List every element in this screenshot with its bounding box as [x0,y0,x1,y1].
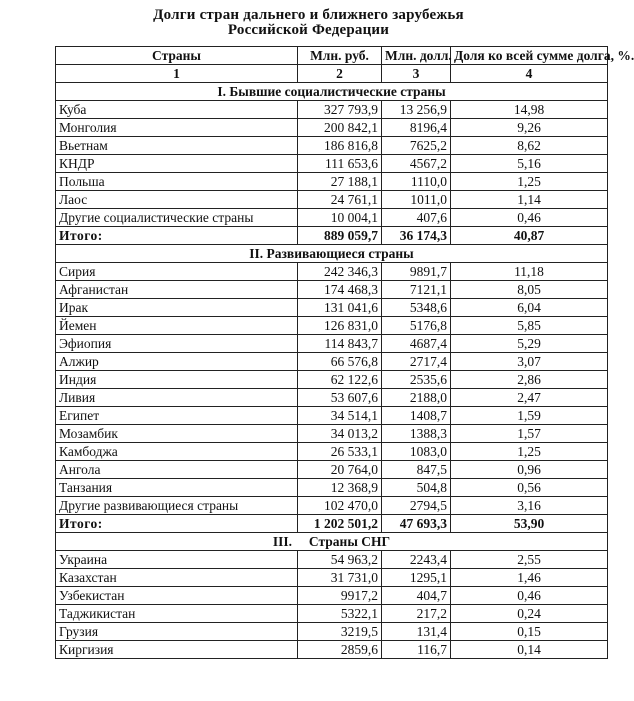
debt-mln-usd: 217,2 [382,605,451,623]
country-name: Сирия [56,263,298,281]
debt-mln-rub: 34 013,2 [298,425,382,443]
table-row [56,191,608,209]
table-row [56,425,608,443]
title-line-2: Российской Федерации [227,22,390,38]
table-row [56,101,608,119]
table-row [56,623,608,641]
header-share: Доля ко всей сумме долга, %. [451,47,608,65]
table-row [56,479,608,497]
debt-share: 3,16 [451,497,608,515]
debt-mln-rub: 102 470,0 [298,497,382,515]
total-mln-rub: 1 202 501,2 [298,515,382,533]
debt-mln-rub: 5322,1 [298,605,382,623]
total-row [56,227,608,245]
country-name: Ливия [56,389,298,407]
total-mln-rub: 889 059,7 [298,227,382,245]
debt-mln-rub: 26 533,1 [298,443,382,461]
table-row [56,155,608,173]
debt-mln-usd: 1083,0 [382,443,451,461]
country-name: Египет [56,407,298,425]
total-mln-usd: 36 174,3 [382,227,451,245]
debt-mln-rub: 126 831,0 [298,317,382,335]
country-name: Индия [56,371,298,389]
header-mln-usd: Млн. долл. [382,47,451,65]
debt-mln-rub: 20 764,0 [298,461,382,479]
country-name: Украина [56,551,298,569]
debt-mln-rub: 27 188,1 [298,173,382,191]
header-countries: Страны [56,47,298,65]
debt-mln-rub: 62 122,6 [298,371,382,389]
country-name: Алжир [56,353,298,371]
table-row [56,281,608,299]
table-row [56,641,608,659]
table-row [56,137,608,155]
debt-share: 9,26 [451,119,608,137]
country-name: Польша [56,173,298,191]
table-row [56,461,608,479]
table-row [56,389,608,407]
table-body [56,83,608,659]
total-row [56,515,608,533]
debt-share: 2,86 [451,371,608,389]
table-row [56,569,608,587]
debt-share: 14,98 [451,101,608,119]
column-number: 1 [56,65,298,83]
debt-share: 0,46 [451,209,608,227]
debt-mln-rub: 114 843,7 [298,335,382,353]
debt-mln-usd: 1011,0 [382,191,451,209]
debt-share: 0,56 [451,479,608,497]
debt-mln-rub: 66 576,8 [298,353,382,371]
debt-mln-rub: 186 816,8 [298,137,382,155]
debt-share: 1,25 [451,173,608,191]
title-line-1: Долги стран дальнего и ближнего зарубежья [153,7,464,23]
debt-share: 1,14 [451,191,608,209]
debt-table [55,46,634,659]
table-row [56,551,608,569]
table-row [56,317,608,335]
debt-mln-usd: 2188,0 [382,389,451,407]
country-name: Другие развивающиеся страны [56,497,298,515]
country-name: Мозамбик [56,425,298,443]
country-name: Таджикистан [56,605,298,623]
country-name: Камбоджа [56,443,298,461]
debt-mln-rub: 242 346,3 [298,263,382,281]
country-name: Казахстан [56,569,298,587]
debt-mln-usd: 9891,7 [382,263,451,281]
total-share: 53,90 [451,515,608,533]
debt-mln-usd: 116,7 [382,641,451,659]
country-name: Куба [56,101,298,119]
debt-share: 1,57 [451,425,608,443]
debt-mln-usd: 131,4 [382,623,451,641]
debt-mln-rub: 34 514,1 [298,407,382,425]
debt-mln-usd: 2243,4 [382,551,451,569]
debt-mln-usd: 1388,3 [382,425,451,443]
country-name: Узбекистан [56,587,298,605]
debt-share: 1,46 [451,569,608,587]
document-title [0,8,617,38]
total-label: Итого: [56,515,298,533]
table-row [56,371,608,389]
country-name: Монголия [56,119,298,137]
debt-mln-usd: 5348,6 [382,299,451,317]
debt-mln-usd: 1110,0 [382,173,451,191]
country-name: Ирак [56,299,298,317]
section-title: II. Развивающиеся страны [56,245,608,263]
table-row [56,299,608,317]
section-header-row [56,533,608,551]
table-row [56,335,608,353]
country-name: Эфиопия [56,335,298,353]
debt-mln-rub: 24 761,1 [298,191,382,209]
debt-mln-usd: 4687,4 [382,335,451,353]
country-name: Йемен [56,317,298,335]
debt-mln-rub: 10 004,1 [298,209,382,227]
debt-share: 5,16 [451,155,608,173]
total-mln-usd: 47 693,3 [382,515,451,533]
column-number: 4 [451,65,608,83]
table-row [56,605,608,623]
debt-mln-rub: 31 731,0 [298,569,382,587]
debt-share: 0,14 [451,641,608,659]
debt-mln-usd: 2535,6 [382,371,451,389]
debt-mln-rub: 9917,2 [298,587,382,605]
debt-share: 1,25 [451,443,608,461]
debt-mln-rub: 131 041,6 [298,299,382,317]
table-row [56,209,608,227]
debt-share: 11,18 [451,263,608,281]
debt-share: 2,55 [451,551,608,569]
header-mln-rub: Млн. руб. [298,47,382,65]
debt-mln-rub: 53 607,6 [298,389,382,407]
section-title: I. Бывшие социалистические страны [56,83,608,101]
country-name: Другие социалистические страны [56,209,298,227]
column-number-row [56,65,608,83]
table-row [56,497,608,515]
debt-mln-rub: 12 368,9 [298,479,382,497]
table-row [56,587,608,605]
debt-mln-rub: 327 793,9 [298,101,382,119]
country-name: Ангола [56,461,298,479]
country-name: Танзания [56,479,298,497]
debt-mln-usd: 4567,2 [382,155,451,173]
country-name: Грузия [56,623,298,641]
debt-share: 8,05 [451,281,608,299]
debt-share: 0,24 [451,605,608,623]
debt-mln-usd: 504,8 [382,479,451,497]
debt-share: 8,62 [451,137,608,155]
debt-mln-usd: 1295,1 [382,569,451,587]
debt-share: 5,85 [451,317,608,335]
debt-mln-usd: 7625,2 [382,137,451,155]
section-header-row [56,83,608,101]
total-label: Итого: [56,227,298,245]
debt-share: 0,15 [451,623,608,641]
country-name: Вьетнам [56,137,298,155]
total-share: 40,87 [451,227,608,245]
column-number: 3 [382,65,451,83]
debt-mln-usd: 407,6 [382,209,451,227]
debt-share: 1,59 [451,407,608,425]
debt-mln-usd: 2794,5 [382,497,451,515]
country-name: Киргизия [56,641,298,659]
table-row [56,263,608,281]
debt-share: 5,29 [451,335,608,353]
debt-mln-usd: 404,7 [382,587,451,605]
debt-mln-rub: 3219,5 [298,623,382,641]
debt-mln-rub: 200 842,1 [298,119,382,137]
debt-mln-usd: 8196,4 [382,119,451,137]
table-row [56,353,608,371]
table-row [56,173,608,191]
debt-share: 3,07 [451,353,608,371]
section-header-row [56,245,608,263]
table-row [56,119,608,137]
debt-share: 0,46 [451,587,608,605]
debt-share: 6,04 [451,299,608,317]
debt-share: 2,47 [451,389,608,407]
debt-mln-rub: 2859,6 [298,641,382,659]
header-row [56,47,608,65]
debt-mln-usd: 847,5 [382,461,451,479]
debt-mln-usd: 1408,7 [382,407,451,425]
country-name: Лаос [56,191,298,209]
debt-mln-usd: 13 256,9 [382,101,451,119]
debt-mln-usd: 7121,1 [382,281,451,299]
debt-mln-usd: 5176,8 [382,317,451,335]
country-name: КНДР [56,155,298,173]
table-row [56,407,608,425]
section-title: III. Страны СНГ [56,533,608,551]
debt-mln-rub: 174 468,3 [298,281,382,299]
column-number: 2 [298,65,382,83]
table-row [56,443,608,461]
debt-share: 0,96 [451,461,608,479]
country-name: Афганистан [56,281,298,299]
debt-mln-usd: 2717,4 [382,353,451,371]
debt-mln-rub: 54 963,2 [298,551,382,569]
debt-mln-rub: 111 653,6 [298,155,382,173]
